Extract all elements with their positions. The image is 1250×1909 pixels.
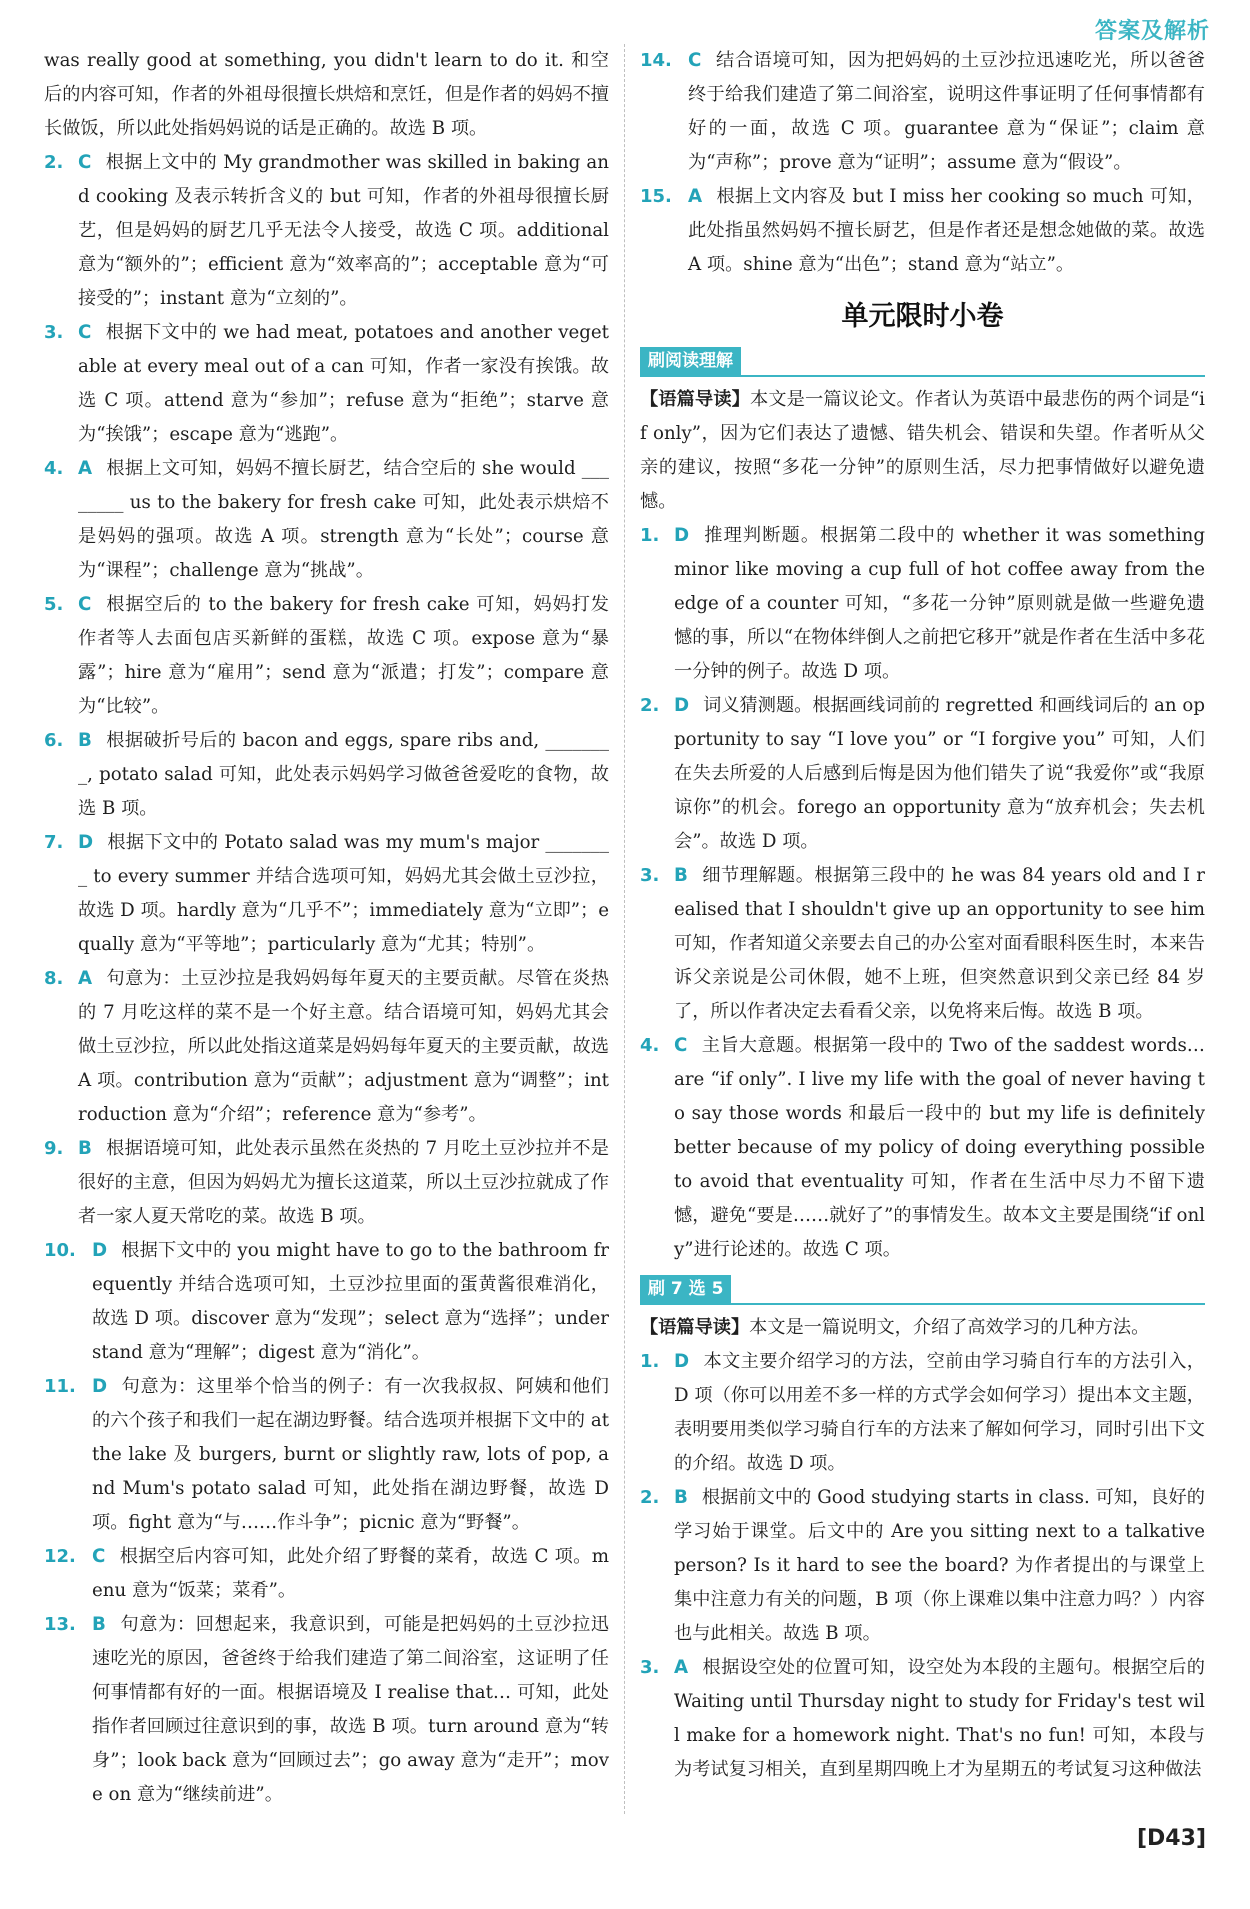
item-explanation: [674, 1029, 1205, 1267]
explanation-text: 根据语境可知，此处表示虽然在炎热的 7 月吃土豆沙拉并不是很好的主意，但因为妈妈尤为擅长这道菜，所以土豆沙拉就成了作者一家人夏天常吃的菜。故选 B 项。: [78, 1138, 609, 1227]
explanation-text: 本文主要介绍学习的方法，空前由学习骑自行车的方法引入，D 项（你可以用差不多一样的方式学会如何学习）提出本文主题，表明要用类似学习骑自行车的方法来了解如何学习，同时引出下文的介绍。故选 D 项。: [674, 1351, 1205, 1474]
section-tag-label: 刷 7 选 5: [640, 1275, 731, 1303]
item-number: 14.: [640, 50, 672, 71]
answer-letter: C: [78, 322, 92, 343]
item-number: 3.: [640, 1657, 660, 1678]
answer-item: [44, 588, 609, 724]
item-explanation: [674, 519, 1205, 689]
answer-item: [640, 44, 1205, 180]
answer-item: [640, 180, 1205, 282]
answer-letter: D: [92, 1240, 108, 1261]
explanation-text: 根据前文中的 Good studying starts in class. 可知，良好的学习始于课堂。后文中的 Are you sitting next to a talkative person? Is it hard to see the board? 为作者提出的与课堂上集中注意力有关的问题，B 项（你上课难以集中注意力吗？）内容也与此相关。故选 B 项。: [674, 1487, 1205, 1644]
item-number: 2.: [640, 695, 660, 716]
header-tag: 答案及解析: [1094, 19, 1210, 44]
answer-item: [44, 962, 609, 1132]
item-number: 1.: [640, 525, 660, 546]
explanation-text: 根据下文中的 Potato salad was my mum's major ________ to every summer 并结合选项可知，妈妈尤其会做土豆沙拉，故选 D 项。hardly 意为“几乎不”；immediately 意为“立即”；equally 意为“平等地”；particularly 意为“尤其；特别”。: [78, 832, 609, 955]
answer-item: [44, 826, 609, 962]
item-number: 6.: [44, 730, 64, 751]
answer-item: [44, 724, 609, 826]
item-explanation: [92, 1540, 609, 1608]
answer-letter: B: [674, 1487, 688, 1508]
right-column: [640, 44, 1205, 1787]
answer-item: [44, 1370, 609, 1540]
guide-paragraph: [640, 383, 1205, 519]
answer-letter: A: [688, 186, 703, 207]
guide-label: 【语篇导读】: [640, 1317, 750, 1338]
item-explanation: [674, 1345, 1205, 1481]
item-number: 5.: [44, 594, 64, 615]
answer-letter: D: [674, 695, 690, 716]
item-number: 4.: [640, 1035, 660, 1056]
answer-letter: D: [92, 1376, 108, 1397]
answer-item: [44, 452, 609, 588]
answer-letter: D: [78, 832, 94, 853]
seven-five-answer-list: [640, 1345, 1205, 1787]
guide-label: 【语篇导读】: [640, 389, 750, 410]
item-explanation: [78, 826, 609, 962]
explanation-text: 根据上文内容及 but I miss her cooking so much 可知，此处指虽然妈妈不擅长厨艺，但是作者还是想念她做的菜。故选 A 项。shine 意为“出色”；stand 意为“站立”。: [688, 186, 1205, 275]
explanation-text: 词义猜测题。根据画线词前的 regretted 和画线词后的 an opportunity to say “I love you” or “I forgive you” 可知，人们在失去所爱的人后感到后悔是因为他们错失了说“我爱你”或“我原谅你”的机会。forego an opportunity 意为“放弃机会；失去机会”。故选 D 项。: [674, 695, 1205, 852]
right-answer-list: [640, 44, 1205, 282]
explanation-text: 根据空后的 to the bakery for fresh cake 可知，妈妈打发作者等人去面包店买新鲜的蛋糕，故选 C 项。expose 意为“暴露”；hire 意为“雇用”；send 意为“派遣；打发”；compare 意为“比较”。: [78, 594, 609, 717]
explanation-text: 细节理解题。根据第三段中的 he was 84 years old and I realised that I shouldn't give up an opportunity to see him 可知，作者知道父亲要去自己的办公室对面看眼科医生时，本来告诉父亲说是公司休假，她不上班，但突然意识到父亲已经 84 岁了，所以作者决定去看看父亲，以免将来后悔。故选 B 项。: [674, 865, 1205, 1022]
left-column: [44, 44, 609, 1812]
section-tag-seven-five: [640, 1273, 1205, 1305]
explanation-text: 根据设空处的位置可知，设空处为本段的主题句。根据空后的 Waiting until Thursday night to study for Friday's test will make for a homework night. That's no fun! 可知，本段与为考试复习相关，直到星期四晚上才为星期五的考试复习这种做法: [674, 1657, 1205, 1780]
item-number: 13.: [44, 1614, 76, 1635]
explanation-text: 主旨大意题。根据第一段中的 Two of the saddest words… are “if only”. I live my life with the goal of never having to say those words 和最后一段中的 but my life is definitely better because of my policy of doing everything possible to avoid that eventuality 可知，作者在生活中尽力不留下遗憾，避免“要是……就好了”的事情发生。故本文主要是围绕“if only”进行论述的。故选 C 项。: [674, 1035, 1205, 1260]
item-explanation: [78, 724, 609, 826]
explanation-text: 根据下文中的 we had meat, potatoes and another vegetable at every meal out of a can 可知，作者一家没有挨饿。故选 C 项。attend 意为“参加”；refuse 意为“拒绝”；starve 意为“挨饿”；escape 意为“逃跑”。: [78, 322, 609, 445]
answer-letter: D: [674, 525, 690, 546]
answer-letter: C: [674, 1035, 688, 1056]
answer-letter: A: [78, 968, 93, 989]
item-number: 10.: [44, 1240, 76, 1261]
explanation-text: 根据上文中的 My grandmother was skilled in baking and cooking 及表示转折含义的 but 可知，作者的外祖母很擅长厨艺，但是妈妈的厨艺几乎无法令人接受，故选 C 项。additional 意为“额外的”；efficient 意为“效率高的”；acceptable 意为“可接受的”；instant 意为“立刻的”。: [78, 152, 609, 309]
answer-item: [640, 1481, 1205, 1651]
answer-item: [44, 146, 609, 316]
item-explanation: [92, 1234, 609, 1370]
item-number: 9.: [44, 1138, 64, 1159]
section-tag-label: 刷阅读理解: [640, 347, 741, 375]
item-number: 3.: [640, 865, 660, 886]
item-number: 15.: [640, 186, 672, 207]
item-number: 7.: [44, 832, 64, 853]
explanation-text: 句意为：这里举个恰当的例子：有一次我叔叔、阿姨和他们的六个孩子和我们一起在湖边野餐。结合选项并根据下文中的 at the lake 及 burgers, burnt or slightly raw, lots of pop, and Mum's potato salad 可知，此处指在湖边野餐，故选 D 项。fight 意为“与……作斗争”；picnic 意为“野餐”。: [92, 1376, 609, 1533]
item-number: 11.: [44, 1376, 76, 1397]
answer-letter: B: [78, 1138, 92, 1159]
answer-item: [44, 1608, 609, 1812]
item-number: 2.: [44, 152, 64, 173]
explanation-text: 根据下文中的 you might have to go to the bathroom frequently 并结合选项可知，土豆沙拉里面的蛋黄酱很难消化，故选 D 项。discover 意为“发现”；select 意为“选择”；understand 意为“理解”；digest 意为“消化”。: [92, 1240, 609, 1363]
item-explanation: [78, 316, 609, 452]
guide-text: 本文是一篇说明文，介绍了高效学习的几种方法。: [749, 1317, 1150, 1338]
explanation-text: 根据空后内容可知，此处介绍了野餐的菜肴，故选 C 项。menu 意为“饭菜；菜肴”。: [92, 1546, 609, 1601]
answer-letter: C: [688, 50, 702, 71]
answer-letter: B: [78, 730, 92, 751]
page-number: [D43]: [1136, 1826, 1206, 1851]
item-explanation: [92, 1370, 609, 1540]
item-explanation: [688, 44, 1205, 180]
item-explanation: [78, 588, 609, 724]
intro-paragraph: was really good at something, you didn't learn to do it. 和空后的内容可知，作者的外祖母很擅长烘焙和烹饪，但是作者的妈妈不擅长做饭，所以此处指妈妈说的话是正确的。故选 B 项。: [44, 50, 609, 139]
page-number-text: D43: [1147, 1826, 1196, 1851]
explanation-text: 句意为：土豆沙拉是我妈妈每年夏天的主要贡献。尽管在炎热的 7 月吃这样的菜不是一个好主意。结合语境可知，妈妈尤其会做土豆沙拉，所以此处指这道菜是妈妈每年夏天的主要贡献，故选 A 项。contribution 意为“贡献”；adjustment 意为“调整”；introduction 意为“介绍”；reference 意为“参考”。: [78, 968, 609, 1125]
reading-answer-list: [640, 519, 1205, 1267]
answer-item: [44, 316, 609, 452]
item-explanation: [674, 1481, 1205, 1651]
item-explanation: [78, 962, 609, 1132]
answer-item: [640, 859, 1205, 1029]
answer-letter: C: [78, 594, 92, 615]
explanation-text: 根据破折号后的 bacon and eggs, spare ribs and, ________, potato salad 可知，此处表示妈妈学习做爸爸爱吃的食物，故选 B 项。: [78, 730, 609, 819]
item-number: 1.: [640, 1351, 660, 1372]
item-explanation: [78, 452, 609, 588]
answer-item: [44, 1540, 609, 1608]
guide-paragraph: [640, 1311, 1205, 1345]
answer-item: [640, 1651, 1205, 1787]
explanation-text: 根据上文可知，妈妈不擅长厨艺，结合空后的 she would ________ us to the bakery for fresh cake 可知，此处表示烘焙不是妈妈的强项。故选 A 项。strength 意为“长处”；course 意为“课程”；challenge 意为“挑战”。: [78, 458, 609, 581]
left-answer-list: [44, 146, 609, 1812]
answer-item: [44, 1132, 609, 1234]
explanation-text: 推理判断题。根据第二段中的 whether it was something minor like moving a cup full of hot coffee away from the edge of a counter 可知，“多花一分钟”原则就是做一些避免遗憾的事，所以“在物体绊倒人之前把它移开”就是作者在生活中多花一分钟的例子。故选 D 项。: [674, 525, 1205, 682]
item-explanation: [78, 1132, 609, 1234]
answer-item: [44, 1234, 609, 1370]
answer-letter: A: [674, 1657, 689, 1678]
section-title: 单元限时小卷: [841, 301, 1004, 332]
item-explanation: [674, 859, 1205, 1029]
answer-letter: D: [674, 1351, 690, 1372]
column-divider: [624, 44, 625, 1814]
item-number: 3.: [44, 322, 64, 343]
item-explanation: [674, 689, 1205, 859]
answer-letter: B: [92, 1614, 106, 1635]
answer-item: [640, 1029, 1205, 1267]
item-explanation: [78, 146, 609, 316]
answer-item: [640, 519, 1205, 689]
item-explanation: [674, 1651, 1205, 1787]
guide-text: 本文是一篇议论文。作者认为英语中最悲伤的两个词是“if only”，因为它们表达了遗憾、错失机会、错误和失望。作者听从父亲的建议，按照“多花一分钟”的原则生活，尽力把事情做好以避免遗憾。: [640, 389, 1205, 512]
answer-item: [640, 1345, 1205, 1481]
item-number: 4.: [44, 458, 64, 479]
answer-item: [640, 689, 1205, 859]
item-number: 12.: [44, 1546, 76, 1567]
answer-letter: A: [78, 458, 93, 479]
explanation-text: 结合语境可知，因为把妈妈的土豆沙拉迅速吃光，所以爸爸终于给我们建造了第二间浴室，说明这件事证明了任何事情都有好的一面，故选 C 项。guarantee 意为“保证”；claim 意为“声称”；prove 意为“证明”；assume 意为“假设”。: [688, 50, 1205, 173]
item-explanation: [92, 1608, 609, 1812]
section-tag-reading: [640, 345, 1205, 377]
answer-letter: C: [78, 152, 92, 173]
explanation-text: 句意为：回想起来，我意识到，可能是把妈妈的土豆沙拉迅速吃光的原因，爸爸终于给我们建造了第二间浴室，这证明了任何事情都有好的一面。根据语境及 I realise that… 可知，此处指作者回顾过往意识到的事，故选 B 项。turn around 意为“转身”；look back 意为“回顾过去”；go away 意为“走开”；move on 意为“继续前进”。: [92, 1614, 609, 1805]
item-number: 2.: [640, 1487, 660, 1508]
answer-letter: B: [674, 865, 688, 886]
item-explanation: [688, 180, 1205, 282]
answer-letter: C: [92, 1546, 106, 1567]
item-number: 8.: [44, 968, 64, 989]
